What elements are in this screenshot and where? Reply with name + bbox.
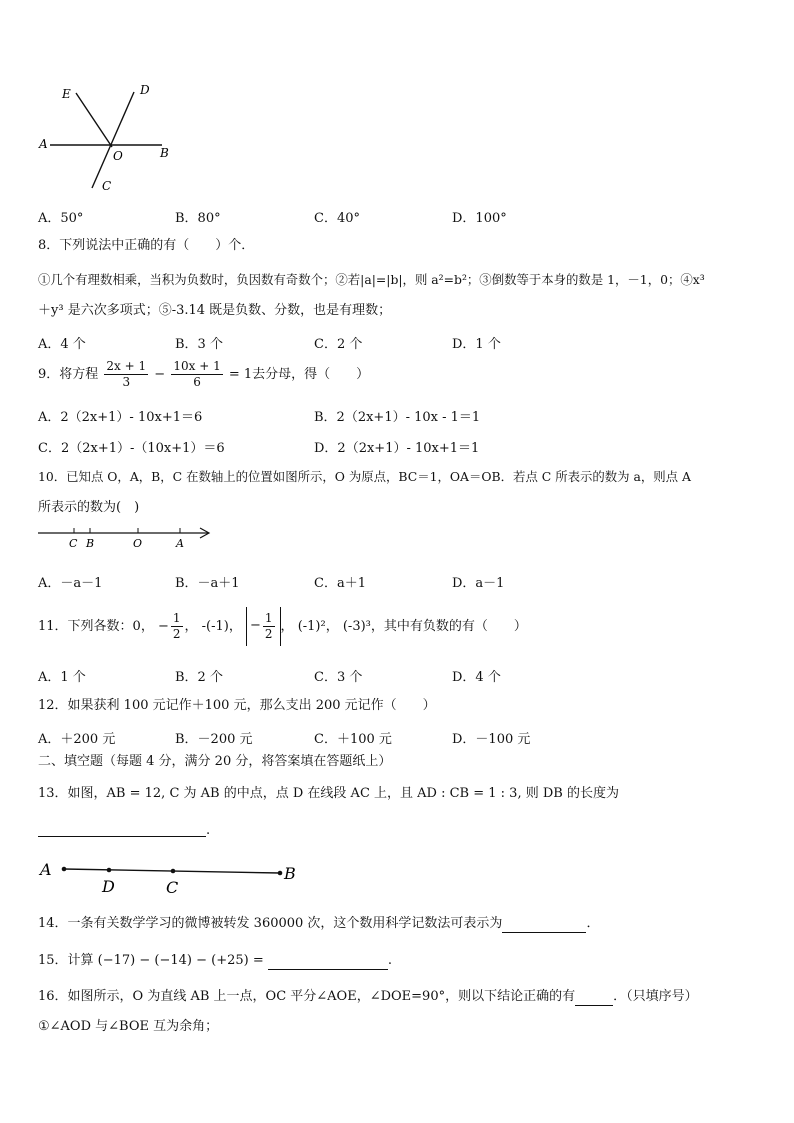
- q12-stem: 12．如果获利 100 元记作＋100 元，那么支出 200 元记作（ ）: [38, 698, 436, 713]
- q9-prefix: 9．将方程: [38, 367, 99, 382]
- q11-option-a: A．1 个: [38, 670, 86, 685]
- q9-stem: [38, 357, 369, 393]
- q11-suffix: ，其中有负数的有（ ）: [370, 618, 527, 634]
- point-label-c: C: [166, 878, 179, 896]
- label-o: O: [113, 149, 123, 163]
- q9-frac2-num: 10x + 1: [173, 359, 221, 373]
- q7-option-b: B．80°: [175, 211, 221, 226]
- q14-text: 14．一条有关数学学习的微博被转发 360000 次，这个数用科学记数法可表示为: [38, 916, 503, 931]
- q15-period: .: [387, 953, 393, 968]
- q16-tail: ．（只填序号）: [613, 989, 698, 1004]
- point-label-b: B: [284, 864, 296, 883]
- q8-option-a: A．4 个: [38, 337, 86, 352]
- label-b: B: [160, 146, 169, 160]
- q8-stem: 8．下列说法中正确的有（ ）个．: [38, 238, 255, 253]
- q11-neg-sign: −: [157, 618, 169, 634]
- q12-option-b: B．－200 元: [175, 732, 253, 747]
- segment-figure: [36, 856, 306, 896]
- q11-abs-den: 2: [264, 626, 273, 641]
- label-d: D: [140, 83, 150, 97]
- q16-answer-blank[interactable]: [575, 990, 613, 1006]
- q9-option-c: C．2（2x+1）-（10x+1）＝6: [38, 441, 225, 456]
- q11-item-cube: (-3)³: [342, 618, 371, 634]
- q10-option-d: D．a－1: [452, 576, 505, 591]
- q11-neg-half: [171, 611, 183, 642]
- q16-stem: [38, 988, 698, 1006]
- q7-option-c: C．40°: [314, 211, 360, 226]
- q10-option-a: A．－a－1: [38, 576, 103, 591]
- q9-frac2-den: 6: [193, 375, 201, 389]
- number-axis-figure: [36, 522, 216, 552]
- q14-period: ．: [586, 916, 600, 931]
- axis-label-a: A: [176, 537, 184, 550]
- q9-frac1-den: 3: [122, 375, 131, 389]
- q12-option-c: C．＋100 元: [314, 732, 392, 747]
- q15-text: 15．计算 (−17) − (−14) − (+25) =: [38, 953, 264, 968]
- point-a: [62, 867, 67, 872]
- q11-item-sq: (-1)²: [297, 618, 326, 634]
- q7-option-a: A．50°: [38, 211, 84, 226]
- label-a: A: [39, 137, 48, 151]
- axis-label-b: B: [86, 537, 95, 550]
- q9-fraction-2: [171, 359, 222, 390]
- q11-prefix: 11．下列各数：0，: [38, 618, 154, 634]
- q11-abs-num: 1: [264, 610, 273, 625]
- q9-fraction-1: [104, 359, 148, 390]
- label-c: C: [102, 179, 112, 193]
- q14-answer-blank[interactable]: [502, 917, 586, 933]
- q8-statements-line1: ①几个有理数相乘，当积为负数时，负因数有奇数个；②若|a|=|b|，则 a²=b²；③倒数等于本身的数是 1，－1，0；④x³: [38, 272, 705, 287]
- q9-suffix: = 1去分母，得（ ）: [228, 367, 370, 382]
- point-c: [171, 869, 176, 874]
- q12-option-d: D．－100 元: [452, 732, 531, 747]
- q16-item-1: ①∠AOD 与∠BOE 互为余角；: [38, 1019, 219, 1034]
- point-b: [278, 871, 283, 876]
- q11-option-d: D．4 个: [452, 670, 501, 685]
- angle-figure: [30, 80, 190, 195]
- label-e: E: [62, 87, 71, 101]
- q15-answer-blank[interactable]: [268, 954, 388, 970]
- q10-option-c: C．a＋1: [314, 576, 366, 591]
- q16-text: 16．如图所示，O 为直线 AB 上一点，OC 平分∠AOE，∠DOE=90°，则以下结论正确的有: [38, 989, 576, 1004]
- line-dc: [92, 92, 134, 188]
- q10-stem-line1: 10．已知点 O，A，B，C 在数轴上的位置如图所示，O 为原点，BC＝1，OA＝OB．若点 C 所表示的数为 a，则点 A: [38, 469, 691, 484]
- axis-label-c: C: [69, 537, 78, 550]
- q11-abs-value: − $\frac{1}{2}$: [246, 607, 281, 646]
- q9-frac1-num: 2x + 1: [106, 359, 147, 373]
- q9-option-a: A．2（2x+1）- 10x+1＝6: [38, 410, 203, 425]
- q14-stem: [38, 915, 599, 933]
- point-label-d: D: [102, 877, 115, 896]
- q10-option-b: B．－a＋1: [175, 576, 240, 591]
- q8-option-d: D．1 个: [452, 337, 501, 352]
- q11-option-c: C．3 个: [314, 670, 363, 685]
- line-eo: [76, 93, 112, 147]
- q10-stem-line2: 所表示的数为( ): [38, 500, 140, 515]
- q12-option-a: A．＋200 元: [38, 732, 116, 747]
- q8-statements-line2: ＋y³ 是六次多项式；⑤-3.14 既是负数、分数，也是有理数；: [38, 303, 392, 318]
- q9-option-b: B．2（2x+1）- 10x - 1＝1: [314, 410, 481, 425]
- q11-half-den: 2: [172, 626, 181, 641]
- q13-stem: 13．如图，AB = 12, C 为 AB 的中点，点 D 在线段 AC 上，且 AD : CB = 1 : 3, 则 DB 的长度为: [38, 786, 619, 801]
- section-heading: 二、填空题（每题 4 分，满分 20 分，将答案填在答题纸上）: [38, 754, 392, 769]
- q11-stem: 11．下列各数：0， − $\frac{1}{2}$ ， -(-1)， − $\frac{1}{2}$ ， (-1)²， (-3)³，其中有负数的有（ ）: [38, 607, 527, 646]
- q13-answer-blank[interactable]: [38, 822, 206, 837]
- q9-minus: −: [154, 367, 166, 382]
- q13-period: .: [206, 823, 211, 838]
- q15-stem: [38, 952, 392, 970]
- q7-option-d: D．100°: [452, 211, 507, 226]
- point-d: [107, 868, 112, 873]
- q9-option-d: D．2（2x+1）- 10x+1＝1: [314, 441, 480, 456]
- q8-option-c: C．2 个: [314, 337, 363, 352]
- point-label-a: A: [40, 860, 52, 879]
- q11-item-neg: -(-1): [201, 618, 229, 634]
- q11-option-b: B．2 个: [175, 670, 223, 685]
- q8-option-b: B．3 个: [175, 337, 223, 352]
- q11-half-num: 1: [172, 610, 181, 625]
- axis-label-o: O: [133, 537, 143, 550]
